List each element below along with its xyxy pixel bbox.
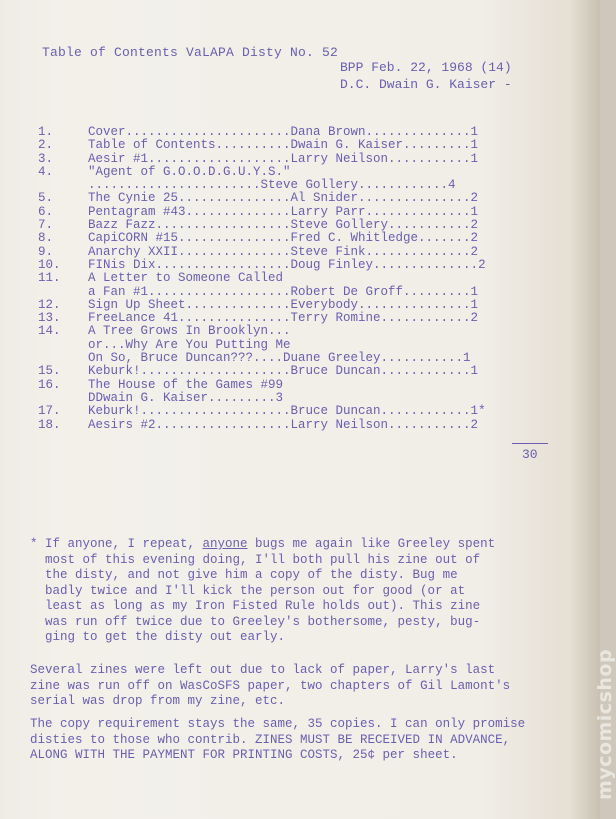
toc-entry-line: Aesir #1...................Larry Neilson...........1 <box>88 151 479 166</box>
toc-entry-body <box>88 126 558 139</box>
toc-entry-line: Cover......................Dana Brown..............1 <box>88 125 479 139</box>
toc-entry-number: 6. <box>38 204 54 219</box>
missing-zines-paragraph <box>30 663 510 710</box>
warning-note <box>30 537 495 646</box>
toc-entry <box>38 206 558 219</box>
toc-entry-number: 13. <box>38 311 61 326</box>
toc-entry <box>38 419 558 432</box>
toc-entry-line: Keburk!....................Bruce Duncan............1* <box>88 404 486 419</box>
toc-entry <box>38 166 558 193</box>
toc-entry-body <box>88 312 558 325</box>
sum-underline <box>512 443 548 444</box>
paragraph-line: Several zines were left out due to lack of paper, Larry's last <box>30 663 496 677</box>
toc-entry-line: A Tree Grows In Brooklyn... <box>88 324 291 339</box>
toc-entry-number: 3. <box>38 151 54 166</box>
toc-entry-number: 7. <box>38 218 54 233</box>
toc-entry-body <box>88 405 558 418</box>
toc-entry-body <box>88 246 558 259</box>
toc-entry-number: 17. <box>38 404 61 419</box>
paragraph-line: serial was drop from my zine, etc. <box>30 694 286 708</box>
toc-entry <box>38 259 558 272</box>
note-line: badly twice and I'll kick the person out for good (or at <box>45 583 466 598</box>
note-line: * If anyone, I repeat, anyone bugs me again like Greeley spent <box>30 537 496 551</box>
paragraph-line: zine was run off on WasCoSFS paper, two chapters of Gil Lamont's <box>30 678 511 693</box>
toc-entry-line: FreeLance 41...............Terry Romine............2 <box>88 311 479 326</box>
toc-entry-line: Aesirs #2..................Larry Neilson...........2 <box>88 417 479 432</box>
note-line: the disty, and not give him a copy of the disty. Bug me <box>45 568 458 582</box>
paragraph-line: The copy requirement stays the same, 35 copies. I can only promise <box>30 717 526 731</box>
toc-entry <box>38 325 558 365</box>
toc-entry-line: "Agent of G.O.O.D.G.U.Y.S." <box>88 164 291 179</box>
copy-requirement-paragraph <box>30 717 525 764</box>
toc-entry-number: 18. <box>38 417 61 432</box>
emphasized-word: anyone <box>202 537 248 551</box>
toc-entry <box>38 299 558 312</box>
toc-entry-line: .......................Steve Gollery............4 <box>88 178 456 193</box>
toc-entry <box>38 405 558 418</box>
toc-entry-body <box>88 192 558 205</box>
toc-entry-number: 1. <box>38 125 54 139</box>
note-line: was run off twice due to Greeley's bothersome, pesty, bug- <box>45 614 481 629</box>
toc-entry-line: On So, Bruce Duncan???....Duane Greeley...........1 <box>88 351 471 366</box>
toc-entry <box>38 192 558 205</box>
toc-entry-body <box>88 206 558 219</box>
toc-entry-line: a Fan #1...................Robert De Groff.........1 <box>88 284 479 299</box>
toc-entry-number: 2. <box>38 138 54 153</box>
page-total: 30 <box>522 447 538 462</box>
paragraph-line: disties to those who contrib. ZINES MUST BE RECEIVED IN ADVANCE, <box>30 732 511 747</box>
toc-entry-body <box>88 379 558 406</box>
note-line: least as long as my Iron Fisted Rule holds out). This zine <box>45 599 481 613</box>
watermark <box>578 570 616 810</box>
toc-entry <box>38 232 558 245</box>
toc-entry-number: 10. <box>38 257 61 272</box>
toc-entry <box>38 126 558 139</box>
toc-entry-number: 8. <box>38 231 54 246</box>
toc-entry <box>38 379 558 406</box>
toc-entry-body <box>88 166 558 193</box>
toc-entry-body <box>88 365 558 378</box>
toc-entry-line: Table of Contents..........Dwain G. Kaiser.........1 <box>88 138 479 153</box>
toc-entry-body <box>88 325 558 365</box>
toc-entry-line: The Cynie 25...............Al Snider...............2 <box>88 191 479 206</box>
toc-entry-body <box>88 259 558 272</box>
toc-entry-number: 4. <box>38 164 54 179</box>
toc-entry-body <box>88 272 558 299</box>
toc-entry-body <box>88 153 558 166</box>
toc-entry-number: 5. <box>38 191 54 206</box>
toc-entry-number: 12. <box>38 297 61 312</box>
toc-entry-line: A Letter to Someone Called <box>88 271 284 286</box>
toc-entry-number: 9. <box>38 244 54 259</box>
note-line: most of this evening doing, I'll both pull his zine out of <box>45 552 481 567</box>
toc-list <box>38 126 558 432</box>
note-line: ging to get the disty out early. <box>45 630 286 644</box>
toc-entry-line: Bazz Fazz..................Steve Gollery...........2 <box>88 218 479 233</box>
toc-entry-line: Pentagram #43..............Larry Parr..............1 <box>88 204 479 219</box>
toc-entry <box>38 312 558 325</box>
toc-entry-body <box>88 219 558 232</box>
toc-entry-line: Sign Up Sheet..............Everybody...............1 <box>88 297 479 312</box>
watermark-text: mycomicshop <box>594 648 616 800</box>
toc-entry-number: 11. <box>38 271 61 286</box>
toc-entry-line: CapiCORN #15...............Fred C. Whitledge.......2 <box>88 231 479 246</box>
date-line: BPP Feb. 22, 1968 (14) <box>340 60 512 75</box>
paragraph-line: ALONG WITH THE PAYMENT FOR PRINTING COSTS, 25¢ per sheet. <box>30 748 458 762</box>
toc-entry-line: or...Why Are You Putting Me <box>88 337 291 352</box>
toc-entry <box>38 153 558 166</box>
toc-entry-line: Keburk!....................Bruce Duncan............1 <box>88 364 479 379</box>
toc-entry <box>38 365 558 378</box>
toc-entry-body <box>88 232 558 245</box>
toc-entry-body <box>88 139 558 152</box>
toc-entry-number: 14. <box>38 324 61 339</box>
toc-entry-number: 15. <box>38 364 61 379</box>
toc-entry-body <box>88 419 558 432</box>
toc-entry <box>38 246 558 259</box>
toc-entry-line: Anarchy XXII...............Steve Fink..............2 <box>88 244 479 259</box>
toc-entry-body <box>88 299 558 312</box>
toc-entry-line: DDwain G. Kaiser.........3 <box>88 390 284 405</box>
document-title: Table of Contents VaLAPA Disty No. 52 <box>42 45 339 60</box>
toc-entry-line: The House of the Games #99 <box>88 377 284 392</box>
toc-entry-number: 16. <box>38 377 61 392</box>
toc-entry <box>38 219 558 232</box>
toc-entry <box>38 272 558 299</box>
toc-entry <box>38 139 558 152</box>
toc-entry-line: FINis Dix..................Doug Finley..............2 <box>88 257 486 272</box>
editor-line: D.C. Dwain G. Kaiser - <box>340 77 512 92</box>
